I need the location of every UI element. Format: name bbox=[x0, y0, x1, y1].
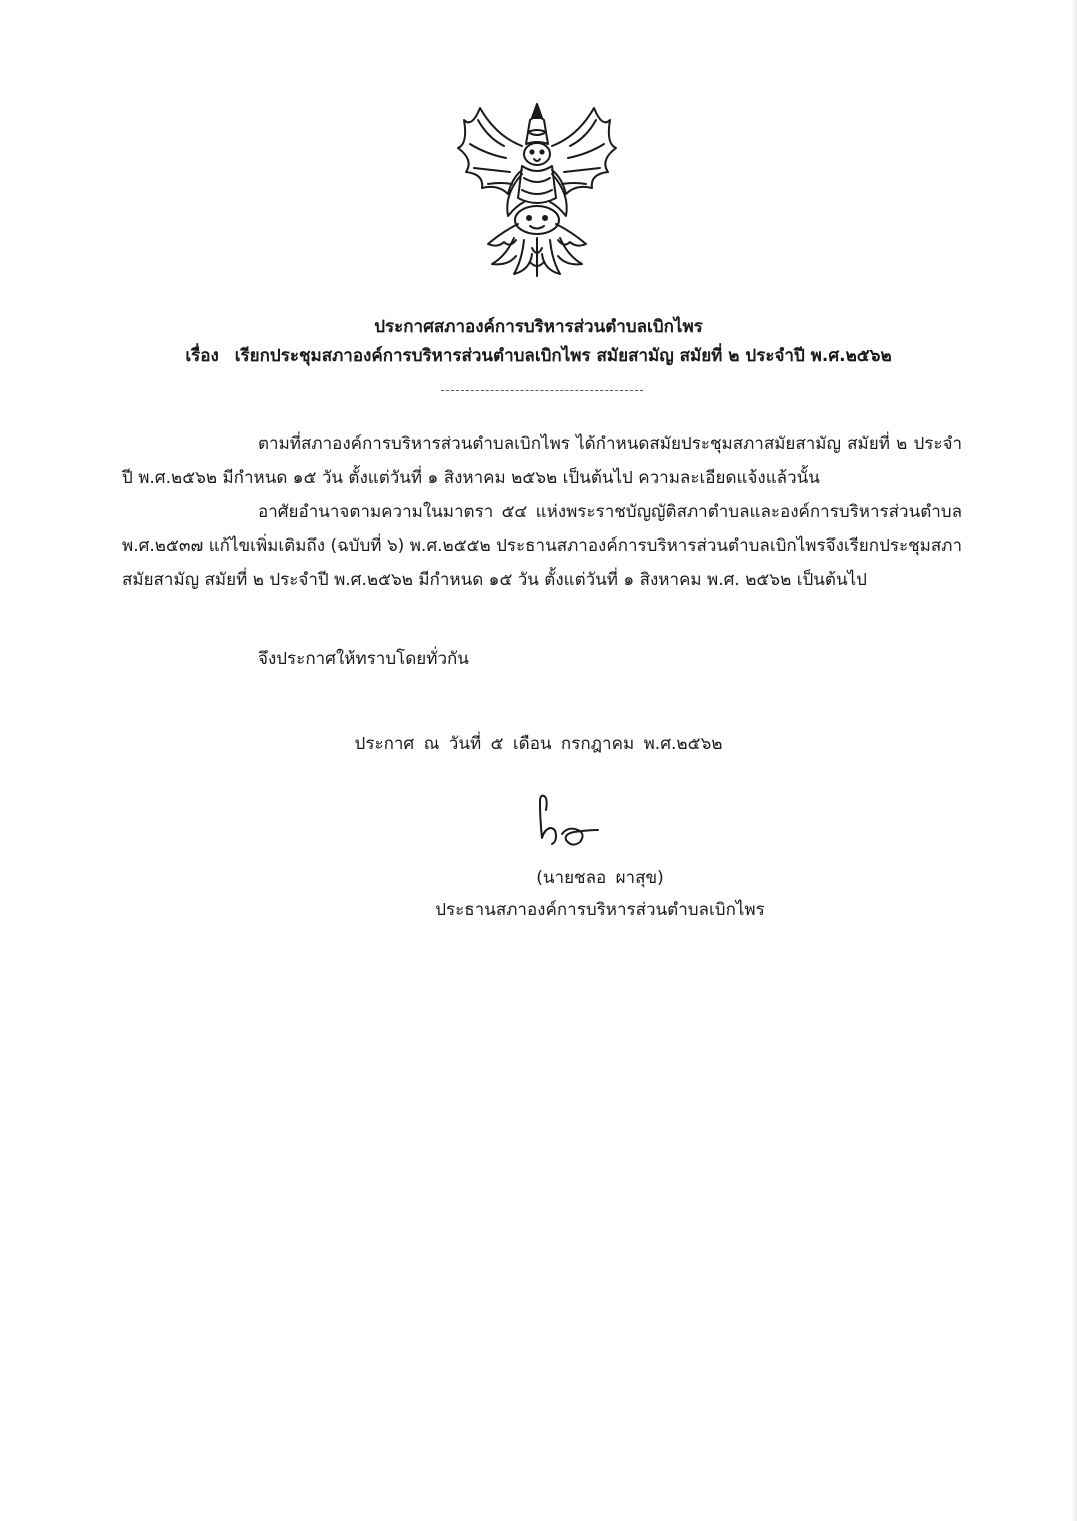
garuda-emblem-icon bbox=[452, 98, 622, 280]
announcement-title: ประกาศสภาองค์การบริหารส่วนตำบลเบิกไพร bbox=[374, 317, 703, 337]
signer-name: (นายชลอ ผาสุข) bbox=[536, 868, 664, 888]
announcement-date: ประกาศ ณ วันที่ ๕ เดือน กรกฎาคม พ.ศ.๒๕๖๒ bbox=[354, 734, 723, 754]
closing-statement: จึงประกาศให้ทราบโดยทั่วกัน bbox=[258, 649, 469, 669]
announcement-subject bbox=[60, 343, 1017, 369]
subject-label: เรื่อง bbox=[185, 346, 219, 366]
subject-text: เรียกประชุมสภาองค์การบริหารส่วนตำบลเบิกไพร สมัยสามัญ สมัยที่ ๒ ประจำปี พ.ศ.๒๕๖๒ bbox=[234, 346, 892, 366]
body-paragraph-2: อาศัยอำนาจตามความในมาตรา ๕๔ แห่งพระราชบัญญัติสภาตำบลและองค์การบริหารส่วนตำบล พ.ศ.๒๕๓๗ แก้ไขเพิ่มเติมถึง (ฉบับที่ ๖) พ.ศ.๒๕๕๒ ประธานสภาองค์การบริหารส่วนตำบลเบิกไพรจึงเรียกประชุมสภา สมัยสามัญ สมัยที่ ๒ ประจำปี พ.ศ.๒๕๖๒ มีกำหนด ๑๕ วัน ตั้งแต่วันที่ ๑ สิงหาคม พ.ศ. ๒๕๖๒ เป็นต้นไป bbox=[122, 502, 962, 590]
signer-position: ประธานสภาองค์การบริหารส่วนตำบลเบิกไพร bbox=[435, 900, 765, 920]
announcement-body bbox=[122, 427, 962, 597]
page-edge-shadow bbox=[1071, 0, 1077, 1521]
title-divider bbox=[441, 390, 643, 391]
body-paragraph-1: ตามที่สภาองค์การบริหารส่วนตำบลเบิกไพร ได้กำหนดสมัยประชุมสภาสมัยสามัญ สมัยที่ ๒ ประจำปี พ.ศ.๒๕๖๒ มีกำหนด ๑๕ วัน ตั้งแต่วันที่ ๑ สิงหาคม ๒๕๖๒ เป็นต้นไป ความละเอียดแจ้งแล้วนั้น bbox=[122, 434, 962, 488]
handwritten-signature bbox=[532, 790, 602, 852]
